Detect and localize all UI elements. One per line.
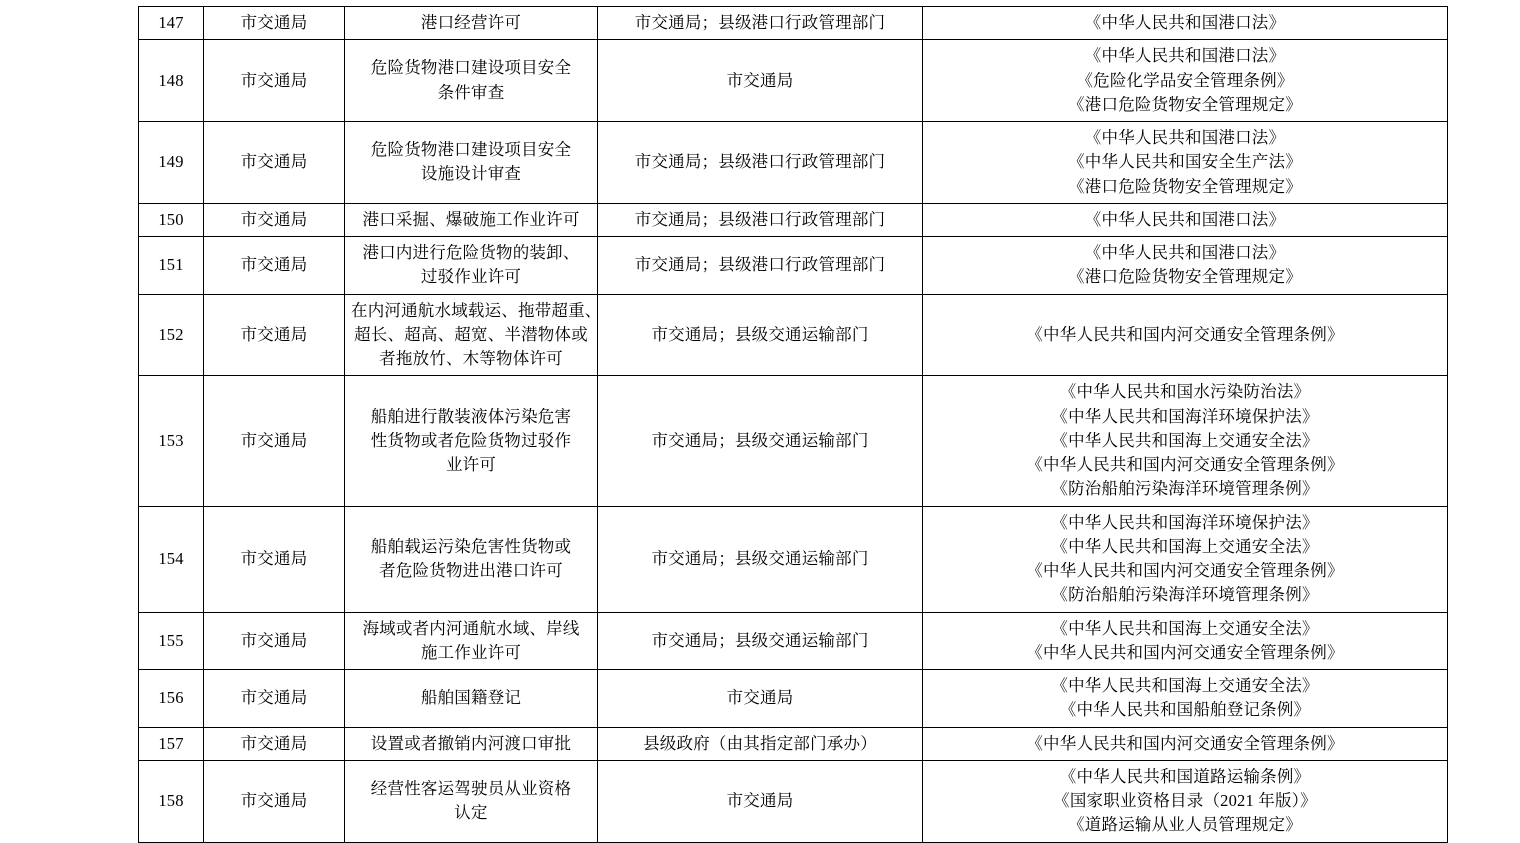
cell-implementing-organ bbox=[598, 506, 923, 612]
cell-department: 市交通局 bbox=[204, 122, 345, 204]
cell-serial-number: 148 bbox=[139, 40, 204, 122]
cell-legal-basis bbox=[923, 237, 1448, 295]
cell-item-name-line: 设施设计审查 bbox=[420, 164, 522, 184]
cell-serial-number: 158 bbox=[139, 760, 204, 842]
cell-item-name-line: 条件审查 bbox=[437, 82, 505, 102]
cell-legal-basis-line: 《港口危险货物安全管理规定》 bbox=[1068, 267, 1302, 287]
cell-implementing-organ-line: 市交通局 bbox=[726, 70, 794, 90]
table-row bbox=[139, 376, 1448, 506]
cell-legal-basis-line: 《中华人民共和国安全生产法》 bbox=[1068, 152, 1302, 172]
cell-department: 市交通局 bbox=[204, 376, 345, 506]
cell-legal-basis bbox=[923, 294, 1448, 376]
cell-legal-basis-line: 《中华人民共和国海上交通安全法》 bbox=[1051, 676, 1319, 695]
cell-department: 市交通局 bbox=[204, 727, 345, 760]
cell-implementing-organ-line: 市交通局；县级交通运输部门 bbox=[651, 630, 869, 650]
cell-department: 市交通局 bbox=[204, 40, 345, 122]
cell-legal-basis-line: 《道路运输从业人员管理规定》 bbox=[1068, 815, 1302, 835]
cell-implementing-organ bbox=[598, 670, 923, 728]
cell-department: 市交通局 bbox=[204, 506, 345, 612]
cell-implementing-organ bbox=[598, 237, 923, 295]
cell-legal-basis-line: 《中华人民共和国港口法》 bbox=[1084, 46, 1286, 66]
cell-implementing-organ bbox=[598, 612, 923, 670]
cell-legal-basis-line: 《中华人民共和国船舶登记条例》 bbox=[1059, 700, 1311, 720]
cell-implementing-organ-line: 市交通局；县级交通运输部门 bbox=[651, 548, 869, 568]
cell-serial-number: 157 bbox=[139, 727, 204, 760]
cell-item-name-line: 业许可 bbox=[445, 455, 497, 474]
cell-serial-number: 150 bbox=[139, 203, 204, 236]
cell-item-name-line: 过驳作业许可 bbox=[420, 267, 522, 287]
cell-legal-basis-line: 《中华人民共和国水污染防治法》 bbox=[1059, 382, 1311, 402]
table-row bbox=[139, 506, 1448, 612]
cell-legal-basis-line: 《中华人民共和国内河交通安全管理条例》 bbox=[1026, 455, 1344, 474]
cell-department: 市交通局 bbox=[204, 237, 345, 295]
cell-implementing-organ bbox=[598, 760, 923, 842]
cell-serial-number: 155 bbox=[139, 612, 204, 670]
cell-serial-number: 151 bbox=[139, 237, 204, 295]
cell-item-name bbox=[345, 294, 602, 376]
table-row bbox=[139, 203, 1448, 236]
cell-department: 市交通局 bbox=[204, 670, 345, 728]
cell-implementing-organ bbox=[598, 376, 923, 506]
cell-legal-basis bbox=[923, 122, 1448, 204]
cell-serial-number: 152 bbox=[139, 294, 204, 376]
cell-legal-basis-line: 《中华人民共和国内河交通安全管理条例》 bbox=[1026, 324, 1344, 344]
cell-item-name-line: 设置或者撤销内河渡口审批 bbox=[370, 733, 572, 753]
cell-legal-basis bbox=[923, 670, 1448, 728]
cell-serial-number: 149 bbox=[139, 122, 204, 204]
cell-item-name-line: 港口经营许可 bbox=[420, 13, 522, 32]
cell-item-name-line: 者危险货物进出港口许可 bbox=[379, 561, 563, 580]
cell-item-name bbox=[345, 40, 598, 122]
cell-implementing-organ bbox=[598, 294, 923, 376]
cell-implementing-organ-line: 市交通局；县级交通运输部门 bbox=[651, 324, 869, 344]
cell-department: 市交通局 bbox=[204, 203, 345, 236]
cell-legal-basis-line: 《中华人民共和国海上交通安全法》 bbox=[1051, 536, 1319, 556]
table-row bbox=[139, 294, 1448, 376]
cell-item-name bbox=[345, 7, 598, 40]
cell-legal-basis-line: 《中华人民共和国港口法》 bbox=[1084, 209, 1286, 229]
cell-item-name-line: 性货物或者危险货物过驳作 bbox=[370, 430, 572, 450]
cell-item-name-line: 船舶进行散装液体污染危害 bbox=[370, 406, 572, 426]
table-row bbox=[139, 237, 1448, 295]
administrative-items-table bbox=[138, 6, 1448, 843]
cell-item-name-line: 施工作业许可 bbox=[420, 642, 522, 662]
table-row bbox=[139, 7, 1448, 40]
cell-item-name-line: 船舶载运污染危害性货物或 bbox=[370, 536, 572, 556]
table-row bbox=[139, 727, 1448, 760]
cell-legal-basis-line: 《中华人民共和国港口法》 bbox=[1084, 243, 1286, 262]
cell-item-name bbox=[345, 237, 598, 295]
cell-legal-basis bbox=[923, 7, 1448, 40]
cell-implementing-organ-line: 市交通局；县级交通运输部门 bbox=[651, 430, 869, 450]
cell-department: 市交通局 bbox=[204, 294, 345, 376]
table-row bbox=[139, 760, 1448, 842]
cell-item-name-line: 认定 bbox=[454, 803, 488, 823]
cell-item-name bbox=[345, 612, 598, 670]
cell-legal-basis-line: 《国家职业资格目录（2021 年版）》 bbox=[1053, 791, 1317, 810]
cell-legal-basis bbox=[923, 506, 1448, 612]
table-row bbox=[139, 122, 1448, 204]
cell-legal-basis-line: 《防治船舶污染海洋环境管理条例》 bbox=[1051, 479, 1319, 499]
cell-implementing-organ bbox=[598, 727, 923, 760]
cell-legal-basis-line: 《中华人民共和国海洋环境保护法》 bbox=[1051, 406, 1319, 426]
cell-implementing-organ bbox=[598, 122, 923, 204]
cell-legal-basis-line: 《港口危险货物安全管理规定》 bbox=[1068, 94, 1302, 114]
cell-item-name-line: 超长、超高、超宽、半潜物体或 bbox=[354, 324, 588, 344]
cell-implementing-organ-line: 市交通局 bbox=[726, 688, 794, 708]
cell-item-name bbox=[345, 670, 598, 728]
cell-legal-basis-line: 《中华人民共和国道路运输条例》 bbox=[1059, 766, 1311, 786]
cell-serial-number: 156 bbox=[139, 670, 204, 728]
cell-item-name bbox=[345, 760, 598, 842]
cell-legal-basis-line: 《中华人民共和国内河交通安全管理条例》 bbox=[1026, 733, 1344, 753]
cell-department: 市交通局 bbox=[204, 760, 345, 842]
cell-legal-basis-line: 《中华人民共和国内河交通安全管理条例》 bbox=[1026, 642, 1344, 662]
cell-legal-basis-line: 《防治船舶污染海洋环境管理条例》 bbox=[1051, 585, 1319, 605]
cell-legal-basis-line: 《危险化学品安全管理条例》 bbox=[1076, 70, 1294, 90]
cell-implementing-organ-line: 市交通局；县级港口行政管理部门 bbox=[634, 152, 886, 172]
cell-item-name bbox=[345, 376, 598, 506]
cell-department: 市交通局 bbox=[204, 612, 345, 670]
cell-legal-basis-line: 《港口危险货物安全管理规定》 bbox=[1068, 176, 1302, 196]
cell-implementing-organ-line: 市交通局；县级港口行政管理部门 bbox=[634, 209, 886, 229]
cell-legal-basis-line: 《中华人民共和国港口法》 bbox=[1084, 128, 1286, 147]
cell-item-name bbox=[345, 122, 598, 204]
cell-implementing-organ-line: 市交通局；县级港口行政管理部门 bbox=[634, 13, 886, 32]
cell-serial-number: 147 bbox=[139, 7, 204, 40]
cell-item-name-line: 海域或者内河通航水域、岸线 bbox=[362, 618, 580, 638]
table-body bbox=[139, 7, 1448, 843]
cell-implementing-organ-line: 县级政府（由其指定部门承办） bbox=[643, 733, 877, 753]
cell-legal-basis-line: 《中华人民共和国海上交通安全法》 bbox=[1051, 430, 1319, 450]
cell-item-name bbox=[345, 203, 598, 236]
cell-item-name-line: 者拖放竹、木等物体许可 bbox=[379, 349, 563, 368]
cell-item-name-line: 危险货物港口建设项目安全 bbox=[370, 140, 572, 160]
cell-item-name bbox=[345, 506, 598, 612]
cell-legal-basis bbox=[923, 760, 1448, 842]
cell-legal-basis-line: 《中华人民共和国海上交通安全法》 bbox=[1051, 618, 1319, 638]
cell-legal-basis bbox=[923, 727, 1448, 760]
cell-item-name-line: 危险货物港口建设项目安全 bbox=[370, 58, 572, 78]
cell-serial-number: 154 bbox=[139, 506, 204, 612]
cell-legal-basis-line: 《中华人民共和国海洋环境保护法》 bbox=[1051, 512, 1319, 532]
table-row bbox=[139, 670, 1448, 728]
cell-legal-basis-line: 《中华人民共和国港口法》 bbox=[1084, 13, 1286, 32]
table-row bbox=[139, 40, 1448, 122]
cell-implementing-organ-line: 市交通局 bbox=[726, 791, 794, 810]
cell-department: 市交通局 bbox=[204, 7, 345, 40]
cell-legal-basis bbox=[923, 376, 1448, 506]
cell-legal-basis bbox=[923, 612, 1448, 670]
table-row bbox=[139, 612, 1448, 670]
cell-serial-number: 153 bbox=[139, 376, 204, 506]
cell-item-name-line: 港口采掘、爆破施工作业许可 bbox=[362, 209, 580, 229]
cell-item-name-line: 在内河通航水域载运、拖带超重、 bbox=[351, 300, 602, 320]
cell-item-name bbox=[345, 727, 598, 760]
cell-legal-basis bbox=[923, 203, 1448, 236]
cell-legal-basis-line: 《中华人民共和国内河交通安全管理条例》 bbox=[1026, 561, 1344, 580]
cell-implementing-organ bbox=[598, 7, 923, 40]
cell-item-name-line: 经营性客运驾驶员从业资格 bbox=[370, 778, 572, 798]
cell-legal-basis bbox=[923, 40, 1448, 122]
cell-implementing-organ bbox=[598, 203, 923, 236]
cell-implementing-organ-line: 市交通局；县级港口行政管理部门 bbox=[634, 255, 886, 275]
cell-item-name-line: 港口内进行危险货物的装卸、 bbox=[362, 243, 580, 262]
document-page bbox=[0, 6, 1520, 835]
cell-item-name-line: 船舶国籍登记 bbox=[420, 688, 522, 708]
cell-implementing-organ bbox=[598, 40, 923, 122]
